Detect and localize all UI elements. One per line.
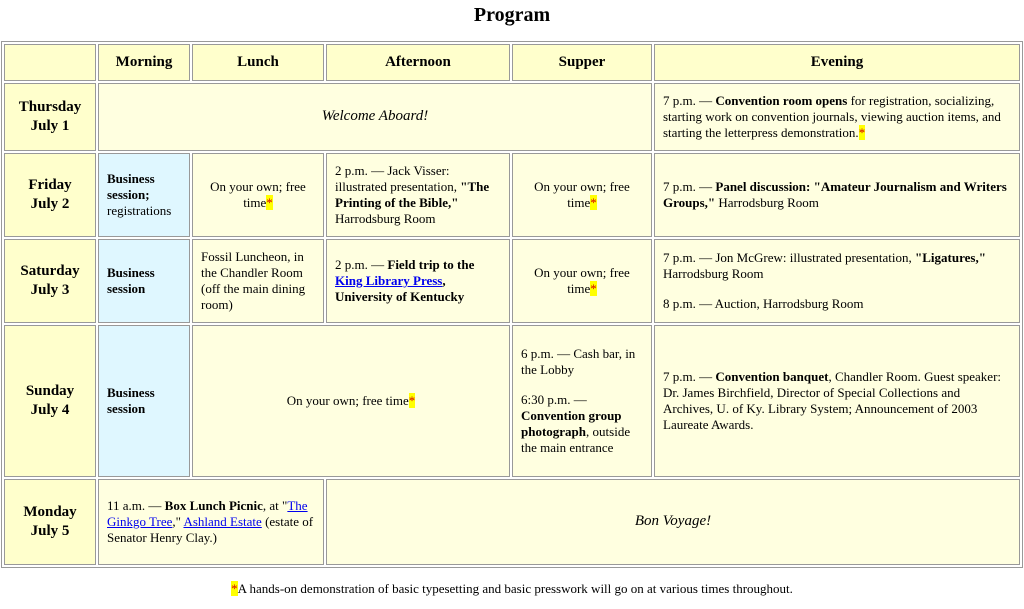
day-monday	[4, 479, 96, 565]
event-text: Harrodsburg Room	[715, 194, 819, 210]
footnote	[0, 581, 1024, 597]
event-text: Harrodsburg Room	[335, 210, 436, 226]
registrations-text: registrations	[107, 202, 172, 218]
header-afternoon: Afternoon	[326, 44, 510, 81]
business-session-label: Business session	[107, 264, 155, 296]
day-name: Friday	[28, 176, 72, 193]
program-table	[1, 41, 1023, 568]
free-time-text: On your own; free time	[286, 392, 409, 408]
event-title: Convention room opens	[715, 92, 848, 108]
saturday-evening	[654, 239, 1020, 323]
event-text: Fossil Luncheon, in the Chandler Room (off the main dining room)	[201, 248, 306, 312]
day-name: Monday	[23, 503, 77, 520]
business-session-label: Business session	[107, 384, 155, 416]
day-sunday	[4, 325, 96, 477]
event-text: Harrodsburg Room	[663, 265, 764, 281]
event-title: "Ligatures,"	[915, 249, 986, 265]
ashland-estate-link[interactable]: Ashland Estate	[183, 513, 262, 529]
saturday-afternoon	[326, 239, 510, 323]
day-date: July 4	[30, 401, 70, 418]
friday-morning	[98, 153, 190, 237]
asterisk-marker: *	[590, 280, 597, 296]
event-time: 7 p.m. —	[663, 368, 716, 384]
saturday-supper	[512, 239, 652, 323]
day-name: Thursday	[18, 98, 82, 115]
footnote-text: A hands-on demonstration of basic typesetting and basic presswork will go on at various times throughout.	[237, 581, 793, 596]
day-date: July 3	[30, 281, 70, 298]
king-library-press-link[interactable]: King Library Press	[335, 272, 443, 288]
event-title: Convention group photograph	[521, 407, 622, 439]
friday-afternoon	[326, 153, 510, 237]
event-time: 7 p.m. —	[663, 178, 716, 194]
day-thursday	[4, 83, 96, 151]
welcome-cell	[98, 83, 652, 151]
event-title: "The Printing of the Bible,"	[335, 178, 490, 210]
thursday-evening	[654, 83, 1020, 151]
row-saturday	[4, 239, 1020, 323]
header-row	[4, 44, 1020, 81]
sunday-supper	[512, 325, 652, 477]
saturday-lunch	[192, 239, 324, 323]
event-text: (estate of Senator Henry Clay.)	[107, 513, 314, 545]
day-name: Saturday	[20, 262, 80, 279]
free-time-text: On your own; free time	[534, 178, 630, 210]
asterisk-marker: *	[590, 194, 597, 210]
free-time-text: On your own; free time	[210, 178, 306, 210]
event-text: ,"	[172, 513, 184, 529]
event-time: 7 p.m. —	[663, 92, 716, 108]
asterisk-marker: *	[408, 392, 416, 408]
event-title: Convention banquet	[715, 368, 829, 384]
sunday-evening	[654, 325, 1020, 477]
event-time: 11 a.m. —	[107, 497, 165, 513]
welcome-text: Welcome Aboard!	[321, 108, 429, 125]
friday-lunch	[192, 153, 324, 237]
event-text: , outside the main entrance	[521, 423, 631, 455]
header-morning: Morning	[98, 44, 190, 81]
day-date: July 1	[30, 117, 70, 134]
day-friday	[4, 153, 96, 237]
header-lunch: Lunch	[192, 44, 324, 81]
header-evening: Evening	[654, 44, 1020, 81]
day-saturday	[4, 239, 96, 323]
friday-evening	[654, 153, 1020, 237]
event-time: 2 p.m. — Jack Visser: illustrated presentation,	[335, 162, 461, 194]
asterisk-marker: *	[858, 124, 866, 140]
sunday-morning	[98, 325, 190, 477]
farewell-text: Bon Voyage!	[634, 513, 712, 530]
farewell-cell	[326, 479, 1020, 565]
row-friday	[4, 153, 1020, 237]
day-date: July 2	[30, 195, 70, 212]
ginkgo-tree-link[interactable]: The Ginkgo Tree	[107, 497, 308, 529]
event-time: 2 p.m. —	[335, 256, 388, 272]
cash-bar-text: 6 p.m. — Cash bar, in the Lobby	[521, 345, 636, 377]
day-name: Sunday	[25, 382, 75, 399]
row-sunday	[4, 325, 1020, 477]
sunday-lunch-afternoon	[192, 325, 510, 477]
header-supper: Supper	[512, 44, 652, 81]
event-title: Panel discussion: "Amateur Journalism and Writers Groups,"	[663, 178, 1007, 210]
saturday-morning	[98, 239, 190, 323]
row-thursday	[4, 83, 1020, 151]
event-title-part: , University of Kentucky	[335, 272, 465, 304]
monday-morning-lunch	[98, 479, 324, 565]
asterisk-marker: *	[266, 194, 273, 210]
page-title: Program	[473, 4, 551, 26]
event-time: 7 p.m. — Jon McGrew: illustrated presentation,	[663, 249, 916, 265]
corner-cell	[4, 44, 96, 81]
event-time: 6:30 p.m. —	[521, 391, 587, 407]
free-time-text: On your own; free time	[534, 264, 630, 296]
event-text: , Chandler Room. Guest speaker: Dr. James Birchfield, Director of Special Collections and Archives, U. of Ky. Library System; Announcement of 2003 Laureate Awards.	[663, 368, 1002, 432]
business-session-label: Business session;	[107, 170, 155, 202]
event-title: Box Lunch Picnic	[164, 497, 263, 513]
event-title-part: Field trip to the	[387, 256, 475, 272]
event-text: for registration, socializing, starting work on convention journals, viewing auction items, and starting the letterpress demonstration.	[663, 92, 1001, 140]
day-date: July 5	[30, 522, 70, 539]
row-monday	[4, 479, 1020, 565]
asterisk-marker: *	[231, 581, 238, 596]
auction-text: 8 p.m. — Auction, Harrodsburg Room	[663, 295, 864, 311]
friday-supper	[512, 153, 652, 237]
event-text: , at "	[262, 497, 288, 513]
